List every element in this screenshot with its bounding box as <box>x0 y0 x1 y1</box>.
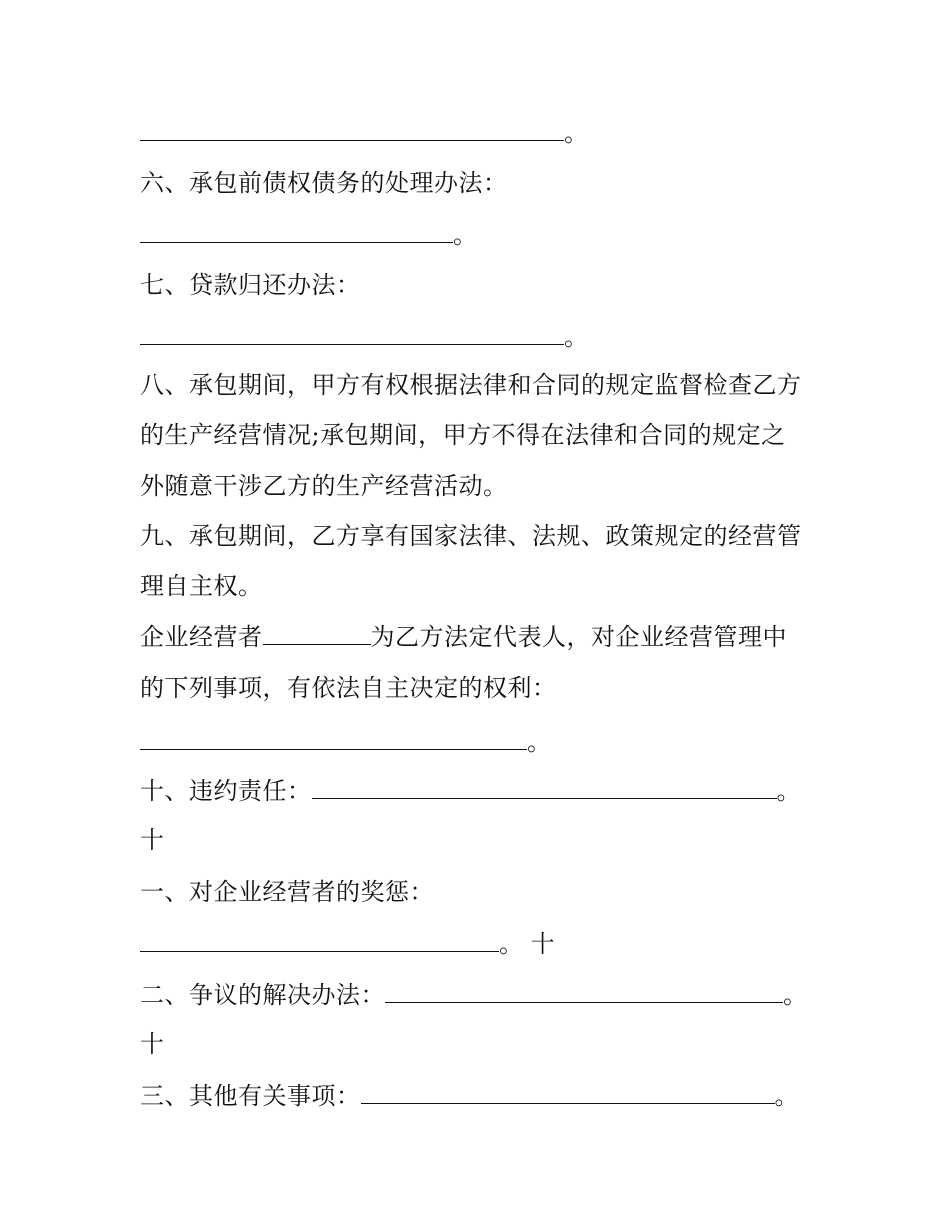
blank-line-7 <box>140 322 588 352</box>
line-text: 。 <box>564 323 588 351</box>
breach-liability-blank[interactable] <box>312 776 777 799</box>
clause-11-number <box>140 825 165 855</box>
clause-11-heading <box>140 877 434 907</box>
line-text: 企业经营者 <box>140 623 263 651</box>
fill-blank[interactable] <box>140 118 564 141</box>
blank-line-11 <box>140 929 555 959</box>
manager-name-blank[interactable] <box>263 622 371 645</box>
line-text: 外随意干涉乙方的生产经营活动。 <box>140 472 508 500</box>
line-text: 十、违约责任： <box>140 777 312 805</box>
fill-blank[interactable] <box>140 727 527 750</box>
line-text: 六、承包前债权债务的处理办法： <box>140 169 508 197</box>
manager-line-2 <box>140 673 557 703</box>
line-text: 。 <box>774 1082 799 1110</box>
line-text: 九、承包期间，乙方享有国家法律、法规、政策规定的经营管 <box>140 522 802 550</box>
fill-blank[interactable] <box>140 220 453 243</box>
line-text: 。 <box>527 728 551 756</box>
manager-line <box>140 622 787 652</box>
clause-12-line <box>140 980 808 1010</box>
line-text: 。 <box>564 119 588 147</box>
line-text: 八、承包期间，甲方有权根据法律和合同的规定监督检查乙方 <box>140 371 802 399</box>
dispute-resolution-blank[interactable] <box>385 980 783 1003</box>
line-text: 为乙方法定代表人，对企业经营管理中 <box>370 623 787 651</box>
line-text: 。 <box>453 221 477 249</box>
line-text: 七、贷款归还办法： <box>140 271 361 299</box>
line-text: 十 <box>140 826 165 854</box>
clause-8-line-3 <box>140 471 508 501</box>
line-text: 二、争议的解决办法： <box>140 981 385 1009</box>
clause-9-line-2 <box>140 571 263 601</box>
clause-10-line <box>140 776 801 806</box>
blank-line-5 <box>140 118 588 148</box>
line-text: 。 <box>776 777 801 805</box>
clause-7-heading <box>140 270 361 300</box>
clause-8-line-1 <box>140 370 802 400</box>
blank-line-6 <box>140 220 477 250</box>
clause-6-heading <box>140 168 508 198</box>
fill-blank[interactable] <box>140 929 499 952</box>
line-text: 三、其他有关事项： <box>140 1082 361 1110</box>
line-text: 。 十 <box>499 930 555 958</box>
line-text: 理自主权。 <box>140 572 263 600</box>
clause-8-line-2 <box>140 420 786 450</box>
fill-blank[interactable] <box>140 322 564 345</box>
clause-9-line-1 <box>140 521 802 551</box>
blank-line-9 <box>140 727 551 757</box>
clause-13-line <box>140 1081 799 1111</box>
line-text: 。 <box>783 981 808 1009</box>
other-matters-blank[interactable] <box>361 1081 775 1104</box>
line-text: 的生产经营情况;承包期间，甲方不得在法律和合同的规定之 <box>140 421 786 449</box>
line-text: 十 <box>140 1030 165 1058</box>
line-text: 一、对企业经营者的奖惩： <box>140 878 434 906</box>
clause-13-number <box>140 1029 165 1059</box>
line-text: 的下列事项，有依法自主决定的权利： <box>140 674 557 702</box>
